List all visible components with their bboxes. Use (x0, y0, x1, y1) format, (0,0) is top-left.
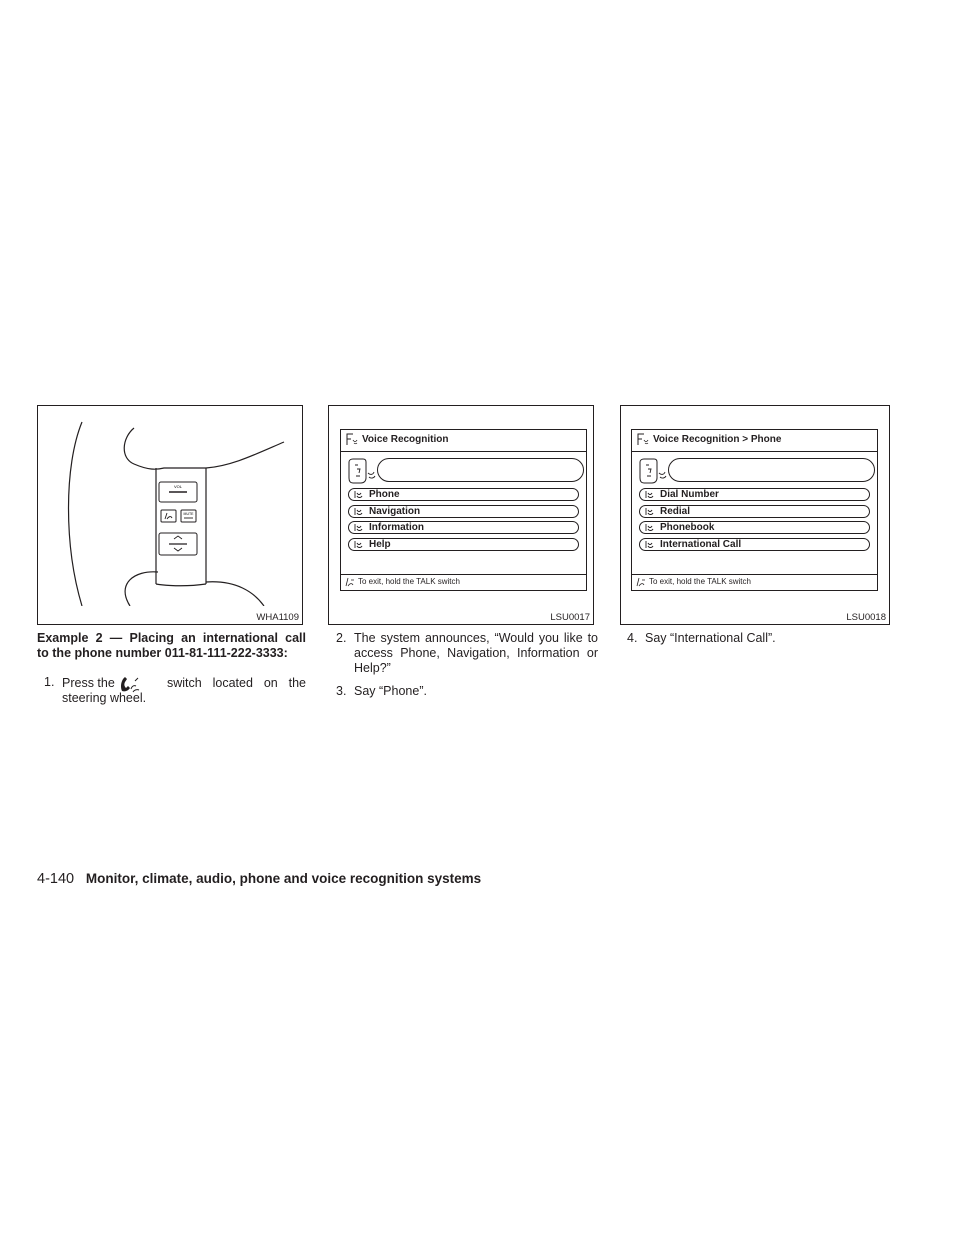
menu-item-label: Navigation (369, 505, 421, 517)
voice-command-icon (354, 523, 364, 532)
menu-item-label: Redial (660, 505, 691, 517)
voice-command-icon (354, 540, 364, 549)
vol-label: VOL (173, 484, 183, 489)
section-title: Monitor, climate, audio, phone and voice recognition systems (85, 871, 482, 886)
figure-id: LSU0018 (846, 612, 886, 623)
step-1-post: switch located on the steering wheel. (62, 676, 306, 705)
display-screen (340, 429, 587, 591)
figure-id: LSU0017 (550, 612, 590, 623)
menu-item-label: Help (369, 538, 391, 550)
menu-item-label: Phonebook (660, 522, 715, 534)
exit-hint: To exit, hold the TALK switch (358, 577, 460, 586)
menu-item-navigation (348, 505, 579, 518)
step-number: 4. (627, 631, 638, 645)
voice-command-icon (354, 490, 364, 499)
exit-hint-bar (341, 574, 586, 590)
step-3-text: Say “Phone”. (354, 684, 427, 698)
menu-item-label: Dial Number (660, 489, 719, 500)
voice-recognition-icon (636, 433, 650, 446)
menu-item-label: International Call (660, 538, 742, 550)
column-3 (620, 631, 889, 646)
page-footer (37, 871, 481, 887)
voice-command-icon (645, 523, 655, 532)
column-1 (37, 631, 306, 706)
talk-switch-icon (344, 577, 356, 587)
step-2 (329, 631, 598, 676)
menu-list (639, 488, 870, 554)
menu-item-phonebook (639, 521, 870, 534)
voice-prompt-area (347, 457, 587, 489)
step-4 (620, 631, 889, 646)
exit-hint-bar (632, 574, 877, 590)
voice-command-icon (354, 507, 364, 516)
step-number: 1. (44, 675, 55, 689)
speaking-face-icon (638, 457, 668, 485)
voice-recognition-screen-figure (328, 405, 594, 625)
phone-menu-screen-figure (620, 405, 890, 625)
screen-title: Voice Recognition (362, 434, 449, 445)
step-number: 3. (336, 684, 347, 698)
menu-item-dial-number (639, 488, 870, 501)
figure-id: WHA1109 (256, 612, 299, 623)
step-number: 2. (336, 631, 347, 645)
menu-item-label: Information (369, 522, 424, 534)
talk-switch-icon (635, 577, 647, 587)
step-1 (37, 675, 306, 706)
page-number: 4-140 (37, 871, 75, 887)
step-3 (329, 684, 598, 699)
menu-item-international-call (639, 538, 870, 551)
menu-item-redial (639, 505, 870, 518)
menu-item-information (348, 521, 579, 534)
speech-bubble (668, 458, 875, 482)
exit-hint: To exit, hold the TALK switch (649, 577, 751, 586)
screen-title-bar (341, 430, 586, 452)
menu-item-label: Phone (369, 489, 400, 500)
heading-line-2: to the phone number 011-81-111-222-3333: (37, 646, 288, 660)
step-1-pre: Press the (62, 676, 115, 690)
talk-switch (161, 510, 176, 522)
voice-command-icon (645, 507, 655, 516)
voice-command-icon (645, 540, 655, 549)
example-heading (37, 631, 306, 661)
steering-wheel-figure (37, 405, 303, 625)
display-screen (631, 429, 878, 591)
heading-line-1: Example 2 — Placing an international call (37, 631, 306, 645)
steering-wheel-illustration (38, 406, 302, 606)
step-4-text: Say “International Call”. (645, 631, 776, 645)
screen-title-bar (632, 430, 877, 452)
screen-title: Voice Recognition > Phone (653, 434, 782, 445)
menu-item-help (348, 538, 579, 551)
menu-list (348, 488, 579, 554)
speaking-face-icon (347, 457, 377, 485)
step-2-text: The system announces, “Would you like to access Phone, Navigation, Information or Help?” (354, 631, 598, 675)
voice-prompt-area (638, 457, 878, 489)
menu-item-phone (348, 488, 579, 501)
voice-recognition-icon (345, 433, 359, 446)
column-2 (329, 631, 598, 699)
mute-label: MUTE (183, 512, 194, 516)
speech-bubble (377, 458, 584, 482)
voice-command-icon (645, 490, 655, 499)
